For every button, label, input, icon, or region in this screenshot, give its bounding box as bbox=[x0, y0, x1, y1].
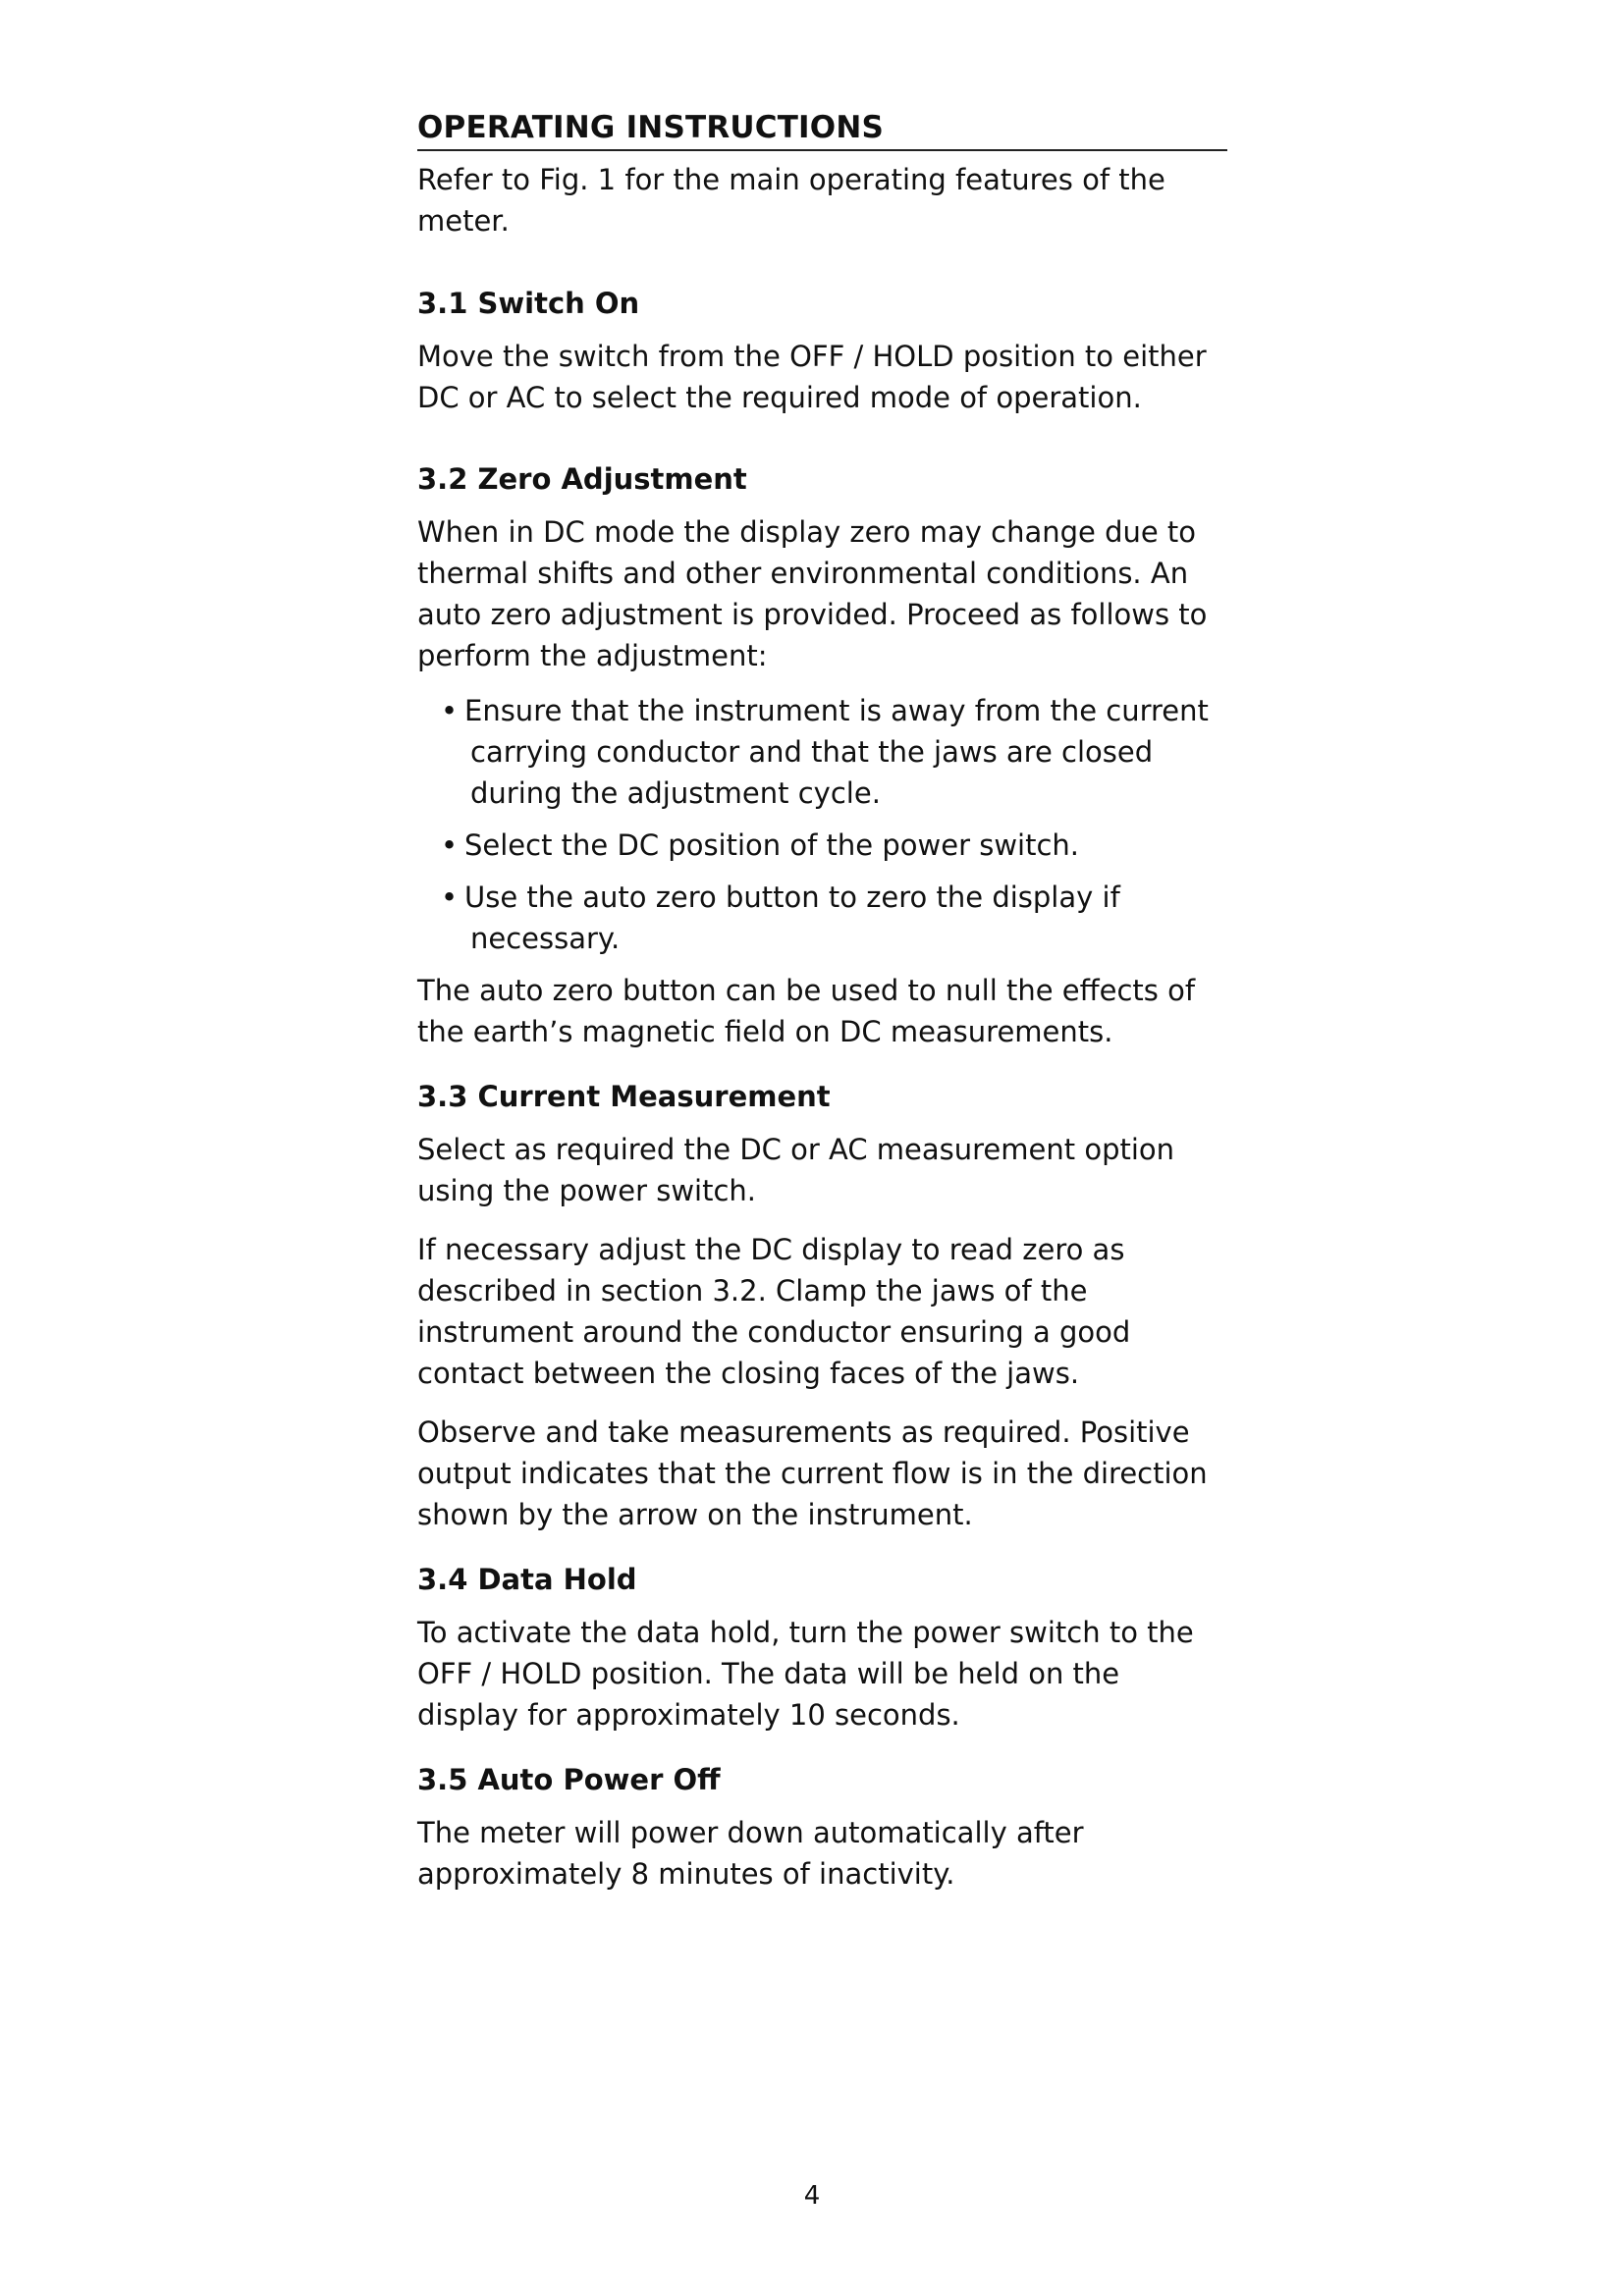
bullet-item bbox=[417, 877, 1227, 959]
section-heading: 3.1 Switch On bbox=[417, 287, 640, 321]
bullet-text: Select the DC position of the power switch. bbox=[464, 828, 1080, 863]
section-paragraph: Move the switch from the OFF / HOLD position to either DC or AC to select the required mode of operation. bbox=[417, 340, 1207, 415]
bullet-glyph: • bbox=[441, 828, 459, 863]
bullet-item bbox=[417, 690, 1227, 814]
section-auto-power-off bbox=[417, 1761, 1227, 1895]
bullet-text: Ensure that the instrument is away from the current carrying conductor and that the jaws are closed during the adjustment cycle. bbox=[464, 694, 1209, 811]
bullet-text: Use the auto zero button to zero the display if necessary. bbox=[464, 881, 1120, 956]
section-heading: 3.3 Current Measurement bbox=[417, 1080, 831, 1114]
page-content bbox=[417, 110, 1227, 1895]
section-paragraph: The meter will power down automatically after approximately 8 minutes of inactivity. bbox=[417, 1816, 1084, 1892]
section-data-hold bbox=[417, 1561, 1227, 1735]
bullet-list bbox=[417, 690, 1227, 959]
section-heading: 3.4 Data Hold bbox=[417, 1563, 637, 1597]
page-title: OPERATING INSTRUCTIONS bbox=[417, 110, 1227, 151]
section-paragraph: If necessary adjust the DC display to read zero as described in section 3.2. Clamp the jaws of the instrument around the conductor ensuring a good contact between the closing faces of the jaws. bbox=[417, 1233, 1131, 1391]
section-heading: 3.5 Auto Power Off bbox=[417, 1763, 721, 1797]
section-paragraph: Select as required the DC or AC measurement option using the power switch. bbox=[417, 1133, 1175, 1208]
page-number: 4 bbox=[803, 2181, 821, 2211]
section-switch-on bbox=[417, 285, 1227, 418]
intro-paragraph: Refer to Fig. 1 for the main operating features of the meter. bbox=[417, 163, 1165, 239]
section-paragraph: When in DC mode the display zero may change due to thermal shifts and other environmental conditions. An auto zero adjustment is provided. Proceed as follows to perform the adjustment: bbox=[417, 515, 1208, 673]
section-paragraph: Observe and take measurements as required. Positive output indicates that the current flow is in the direction shown by the arrow on the instrument. bbox=[417, 1415, 1208, 1532]
bullet-glyph: • bbox=[441, 694, 459, 728]
section-heading: 3.2 Zero Adjustment bbox=[417, 462, 747, 497]
bullet-item bbox=[417, 825, 1227, 866]
section-paragraph: To activate the data hold, turn the power switch to the OFF / HOLD position. The data will be held on the display for approximately 10 seconds. bbox=[417, 1616, 1194, 1733]
section-current-measurement bbox=[417, 1078, 1227, 1535]
section-paragraph: The auto zero button can be used to null the effects of the earth’s magnetic field on DC measurements. bbox=[417, 974, 1196, 1049]
bullet-glyph: • bbox=[441, 881, 459, 915]
section-zero-adjustment bbox=[417, 460, 1227, 1052]
